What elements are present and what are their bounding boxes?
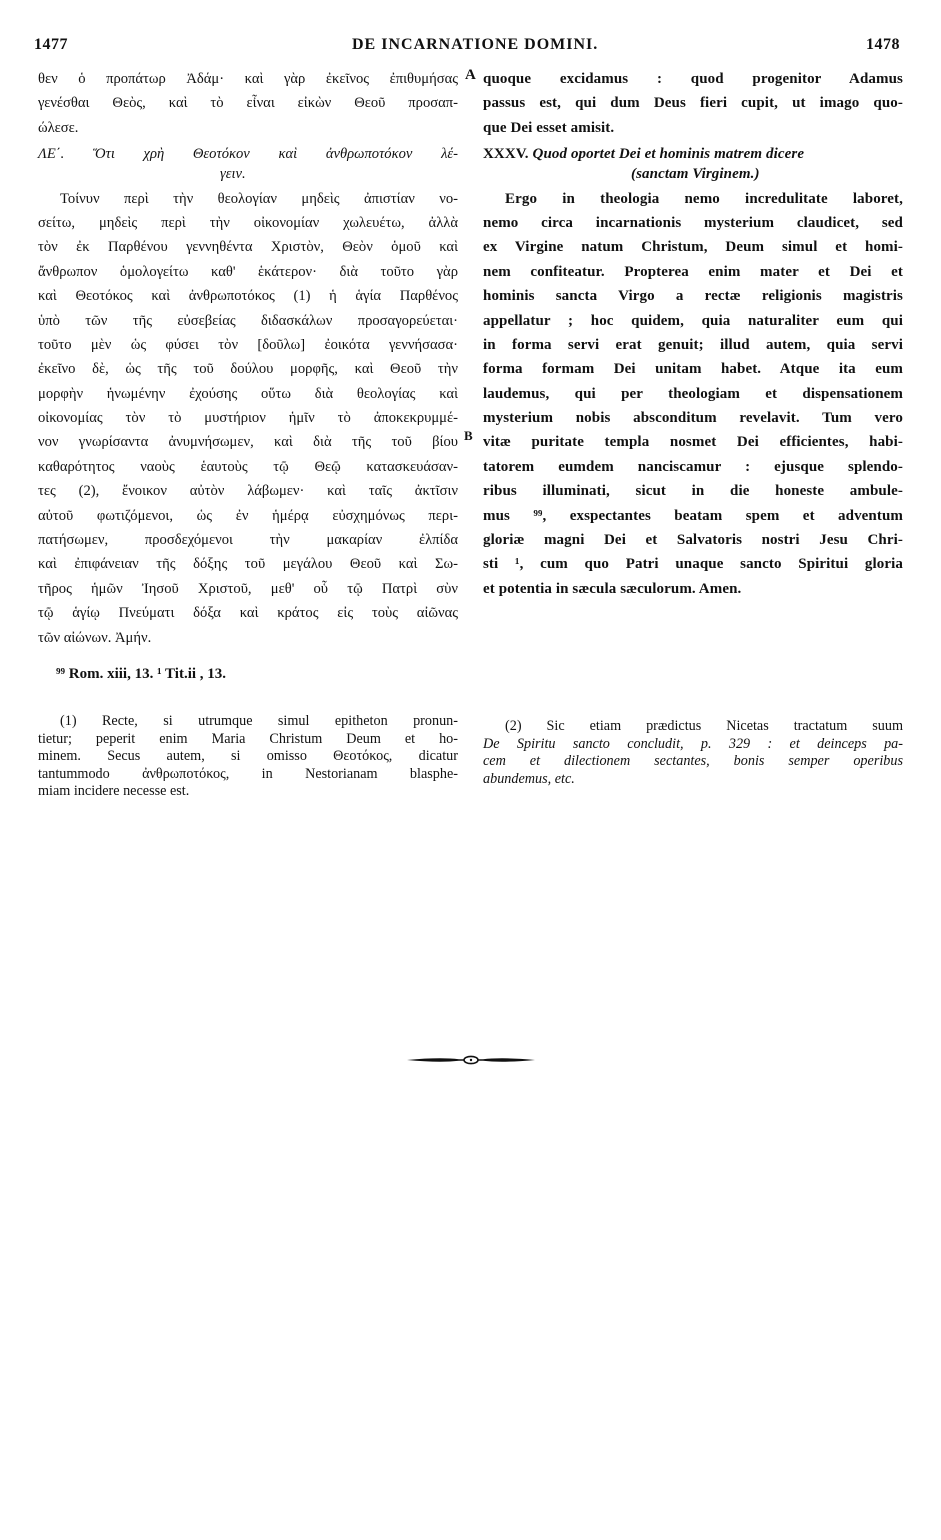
left-page-number: 1477: [34, 36, 68, 53]
footnote-left: [38, 713, 458, 801]
latin-chapter-number: XXXV.: [483, 146, 529, 163]
greek-line: αὐτοῦ φωτιζόμενοι, ὡς ἐν ἡμέρᾳ εὐσχημόνως περι-: [38, 507, 458, 524]
greek-line: μορφὴν ἡνωμένην ἐχούσης οὕτω διὰ θεολογίας καὶ: [38, 385, 458, 402]
latin-line: forma formam Dei unitam habet. Atque ita eum: [483, 361, 903, 378]
latin-line: in forma servi erat genuit; illud autem, quia servi: [483, 336, 903, 353]
latin-line: Ergo in theologia nemo incredulitate laboret,: [505, 190, 903, 207]
greek-chapter-heading-cont: γειν.: [220, 165, 246, 182]
latin-line: sti ¹, cum quo Patri unaque sancto Spiritui gloria: [483, 556, 903, 573]
greek-line: τῆρος ἡμῶν Ἰησοῦ Χριστοῦ, μεθ' οὗ τῷ Πατρὶ σὺν: [38, 580, 458, 597]
greek-line: τες (2), ἔνοικον αὐτὸν λάβωμεν· καὶ ταῖς ἀκτῖσιν: [38, 483, 458, 500]
end-ornament-divider: [407, 1054, 535, 1066]
latin-chapter-heading: [483, 142, 903, 166]
latin-chapter-title: Quod oportet Dei et hominis matrem dicere: [532, 146, 805, 163]
greek-line: θεν ὁ προπάτωρ Ἀδάμ· καὶ γὰρ ἐκεῖνος ἐπιθυμήσας: [38, 71, 458, 87]
greek-line: πατήσωμεν, προσδεχόμενοι τὴν μακαρίαν ἐλπίδα: [38, 532, 458, 549]
greek-line: τῶν αἰώνων. Ἀμήν.: [38, 629, 152, 646]
footnote-line: cem et dilectionem sectantes, bonis semper operibus: [483, 753, 903, 769]
latin-line: passus est, qui dum Deus fieri cupit, ut imago quo-: [483, 95, 903, 112]
latin-column: [483, 67, 903, 601]
latin-line: et potentia in sæcula sæculorum. Amen.: [483, 580, 742, 597]
latin-line: ex Virgine natum Christum, Deum simul et homi-: [483, 239, 903, 256]
footnote-line: tantummodo ἀνθρωποτόκος, in Nestorianam blasphe-: [38, 765, 458, 782]
footnote-line: (1) Recte, si utrumque simul epitheton pronun-: [60, 713, 458, 729]
greek-column: [38, 67, 458, 650]
greek-line: οἰκονομίας τὸν τὸ μυστήριον ἡμῖν τὸ ἀποκεκρυμμέ-: [38, 410, 458, 427]
latin-line: tatorem eumdem nanciscamur : ejusque splendo-: [483, 458, 903, 475]
footnote-right: [483, 718, 903, 788]
footnote-line: miam incidere necesse est.: [38, 783, 190, 799]
greek-line: καὶ ἐπιφάνειαν τῆς δόξης τοῦ μεγάλου Θεοῦ καὶ Σω-: [38, 556, 458, 573]
latin-chapter-heading-cont: (sanctam Virginem.): [631, 165, 760, 182]
running-title: DE INCARNATIONE DOMINI.: [352, 36, 599, 53]
latin-line: gloriæ magni Dei et Salvatoris nostri Jesu Chri-: [483, 532, 903, 549]
latin-line: vitæ puritate templa nosmet Dei efficientes, habi-: [483, 434, 903, 451]
greek-line: σείτω, μηδεὶς περὶ τὴν οἰκονομίαν χωλευέτω, ἀλλὰ: [38, 214, 458, 231]
footnote-line: abundemus, etc.: [483, 770, 575, 787]
footnote-line: minem. Secus autem, si omisso Θεοτόκος, dicatur: [38, 748, 458, 764]
margin-marker-a: A: [465, 67, 476, 83]
scripture-references: ⁹⁹ Rom. xiii, 13. ¹ Tit.ii , 13.: [56, 666, 227, 682]
greek-line: τὸν ἐκ Παρθένου γεννηθέντα Χριστὸν, Θεὸν ὁμοῦ καὶ: [38, 239, 458, 256]
greek-line: καθαρότητος ναοὺς ἑαυτοὺς τῷ Θεῷ κατασκευάσαν-: [38, 458, 458, 475]
latin-line: nemo circa incarnationis mysterium claudicet, sed: [483, 214, 903, 231]
latin-line: appellatur ; hoc quidem, quia naturaliter eum qui: [483, 312, 903, 329]
latin-line: quoque excidamus : quod progenitor Adamus: [483, 71, 903, 87]
greek-line: καὶ Θεοτόκος καὶ ἀνθρωποτόκος (1) ἡ ἁγία Παρθένος: [38, 288, 458, 305]
greek-line: τοῦτο μὲν ὡς φύσει τὸν [δοῦλω] ἐοικότα γεννήσασα·: [38, 336, 458, 353]
greek-line: νον γνωρίσαντα ἀνυμνήσωμεν, καὶ διὰ τῆς τοῦ βίου: [38, 434, 458, 451]
right-page-number: 1478: [866, 36, 900, 53]
greek-chapter-heading: ΛΕ΄. Ὅτι χρὴ Θεοτόκον καὶ ἀνθρωποτόκον λέ-: [38, 146, 458, 163]
footnote-line: De Spiritu sancto concludit, p. 329 : et deinceps pa-: [483, 735, 903, 752]
latin-line: hominis sancta Virgo a rectæ religionis magistris: [483, 288, 903, 305]
greek-line: τῷ ἁγίῳ Πνεύματι δόξα καὶ κράτος εἰς τοὺς αἰῶνας: [38, 605, 458, 622]
greek-line: ἐκεῖνο δὲ, ὡς τῆς τοῦ δούλου μορφῆς, καὶ Θεοῦ τὴν: [38, 361, 458, 378]
greek-line: ὑπὸ τῶν τῆς εὐσεβείας διδασκάλων προσαγορεύεται·: [38, 312, 458, 329]
latin-line: mysterium nobis absconditum revelavit. Tum vero: [483, 410, 903, 427]
latin-line: que Dei esset amisit.: [483, 119, 615, 136]
latin-line: ribus illuminati, sicut in die honeste ambule-: [483, 483, 903, 500]
greek-line: Τοίνυν περὶ τὴν θεολογίαν μηδεὶς ἀπιστίαν νο-: [60, 190, 458, 207]
latin-line: mus ⁹⁹, exspectantes beatam spem et adventum: [483, 507, 903, 524]
footnote-line: tietur; peperit enim Maria Christum Deum et ho-: [38, 730, 458, 747]
footnote-line: (2) Sic etiam prædictus Nicetas tractatum suum: [505, 718, 903, 734]
latin-line: nem confiteatur. Propterea enim mater et Dei et: [483, 263, 903, 280]
greek-line: γενέσθαι Θεὸς, καὶ τὸ εἶναι εἰκὼν Θεοῦ προσαπ-: [38, 95, 458, 112]
greek-line: ἄνθρωπον ὁμολογείτω καθ' ἑκάτερον· διὰ τοῦτο γὰρ: [38, 263, 458, 280]
margin-marker-b: B: [464, 428, 473, 443]
greek-line: ώλεσε.: [38, 119, 79, 136]
latin-line: laudemus, qui per theologiam et dispensationem: [483, 385, 903, 402]
